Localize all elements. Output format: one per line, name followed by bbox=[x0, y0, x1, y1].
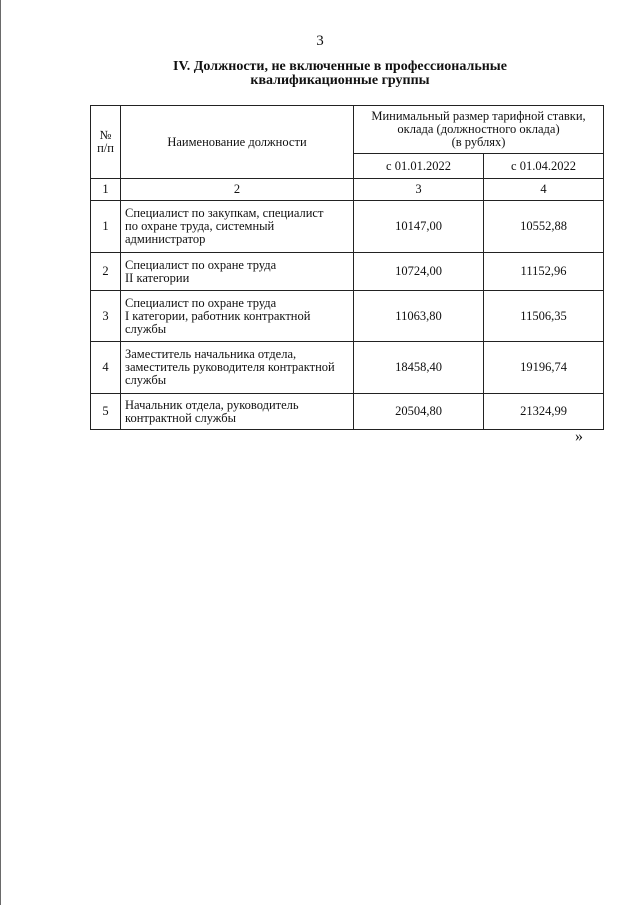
column-number-4: 4 bbox=[484, 179, 604, 201]
position-name bbox=[121, 291, 354, 342]
position-name-line: по охране труда, системный bbox=[125, 219, 275, 233]
table-row bbox=[91, 201, 604, 253]
column-number-2: 2 bbox=[121, 179, 354, 201]
row-number: 4 bbox=[91, 342, 121, 394]
rate-from-2022-01-01: 11063,80 bbox=[354, 291, 484, 342]
row-number: 5 bbox=[91, 394, 121, 430]
header-num bbox=[91, 106, 121, 179]
rate-from-2022-01-01: 10724,00 bbox=[354, 253, 484, 291]
header-rate-line-1: Минимальный размер тарифной ставки, bbox=[371, 109, 586, 123]
row-number: 1 bbox=[91, 201, 121, 253]
tariff-table bbox=[90, 105, 604, 430]
position-name-line: II категории bbox=[125, 270, 190, 285]
header-position-name: Наименование должности bbox=[121, 106, 354, 179]
position-name bbox=[121, 342, 354, 394]
rate-from-2022-04-01: 11152,96 bbox=[484, 253, 604, 291]
position-name-line: администратор bbox=[125, 232, 206, 246]
position-name bbox=[121, 253, 354, 291]
scan-left-edge bbox=[0, 0, 1, 905]
column-number-3: 3 bbox=[354, 179, 484, 201]
row-number: 3 bbox=[91, 291, 121, 342]
rate-from-2022-04-01: 11506,35 bbox=[484, 291, 604, 342]
position-name bbox=[121, 201, 354, 253]
section-title bbox=[140, 60, 540, 88]
rate-from-2022-04-01: 19196,74 bbox=[484, 342, 604, 394]
position-name-line: службы bbox=[125, 321, 167, 336]
position-name-line: I категории, работник контрактной bbox=[125, 308, 311, 323]
section-title-line-1: IV. Должности, не включенные в профессиональные bbox=[173, 59, 507, 74]
rate-from-2022-01-01: 18458,40 bbox=[354, 342, 484, 394]
header-rate bbox=[354, 106, 604, 154]
rate-from-2022-01-01: 10147,00 bbox=[354, 201, 484, 253]
rate-from-2022-04-01: 10552,88 bbox=[484, 201, 604, 253]
header-num-line-2: п/п bbox=[97, 141, 114, 155]
position-name-line: контрактной службы bbox=[125, 410, 237, 425]
header-date-1: с 01.01.2022 bbox=[354, 154, 484, 179]
rate-from-2022-04-01: 21324,99 bbox=[484, 394, 604, 430]
position-name-line: Начальник отдела, руководитель bbox=[125, 397, 299, 412]
table-row bbox=[91, 394, 604, 430]
table-row bbox=[91, 253, 604, 291]
rate-from-2022-01-01: 20504,80 bbox=[354, 394, 484, 430]
position-name-line: Специалист по закупкам, специалист bbox=[125, 206, 324, 220]
position-name-line: Специалист по охране труда bbox=[125, 295, 277, 310]
header-date-2: с 01.04.2022 bbox=[484, 154, 604, 179]
table-row bbox=[91, 342, 604, 394]
header-rate-line-3: (в рублях) bbox=[451, 135, 506, 149]
header-num-line-1: № bbox=[99, 128, 112, 142]
header-rate-line-2: оклада (должностного оклада) bbox=[397, 122, 560, 136]
position-name-line: Специалист по охране труда bbox=[125, 257, 277, 272]
position-name-line: Заместитель начальника отдела, bbox=[125, 347, 297, 361]
position-name bbox=[121, 394, 354, 430]
position-name-line: службы bbox=[125, 373, 167, 387]
column-number-1: 1 bbox=[91, 179, 121, 201]
section-title-line-2: квалификационные группы bbox=[250, 73, 430, 88]
closing-quote: » bbox=[575, 428, 583, 445]
row-number: 2 bbox=[91, 253, 121, 291]
table-row bbox=[91, 291, 604, 342]
header-row bbox=[91, 106, 604, 154]
column-numbers-row bbox=[91, 179, 604, 201]
position-name-line: заместитель руководителя контрактной bbox=[125, 360, 335, 374]
page-number: 3 bbox=[316, 33, 324, 49]
